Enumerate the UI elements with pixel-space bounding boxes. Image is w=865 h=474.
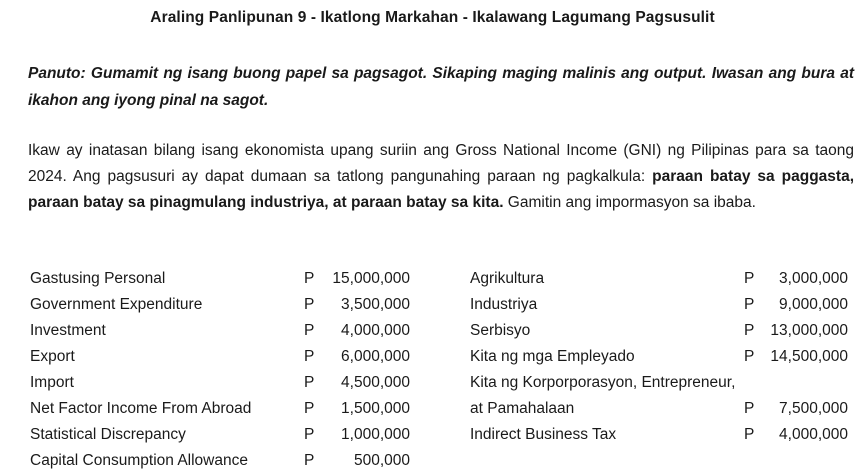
- item-label: Export: [30, 348, 75, 365]
- paragraph-text-end: Gamitin ang impormasyon sa ibaba.: [503, 194, 756, 211]
- list-item: Agrikultura P 3,000,000: [470, 266, 850, 292]
- list-item: [470, 370, 850, 396]
- paragraph-bold-text: paraan batay sa paggasta, paraan batay sa pinagmulang industriya, at paraan batay sa kita.: [28, 168, 854, 211]
- list-item: Capital Consumption Allowance P 500,000: [30, 448, 420, 474]
- item-label: Net Factor Income From Abroad: [30, 400, 252, 417]
- item-label: Indirect Business Tax: [470, 426, 617, 443]
- list-item: Import P 4,500,000: [30, 370, 420, 396]
- list-item-highlighted: at Pamahalaan P 7,500,000: [470, 396, 850, 422]
- income-items-list: [470, 266, 850, 448]
- item-label: Import: [30, 374, 74, 391]
- item-label: Serbisyo: [470, 322, 531, 339]
- list-item: Government Expenditure P 3,500,000: [30, 292, 420, 318]
- list-item: Export P 6,000,000: [30, 344, 420, 370]
- instructions: Panuto: Gumamit ng isang buong papel sa pagsagot. Sikaping maging malinis ang output. Iwasan ang bura at ikahon ang iyong pinal na sagot.: [28, 65, 854, 109]
- list-item: Net Factor Income From Abroad P 1,500,000: [30, 396, 420, 422]
- item-label: Capital Consumption Allowance: [30, 452, 248, 469]
- item-label: Agrikultura: [470, 270, 545, 287]
- expenditure-items-list: [30, 266, 420, 474]
- item-label: Industriya: [470, 296, 538, 313]
- item-label: at Pamahalaan: [470, 400, 575, 417]
- list-item: Serbisyo P 13,000,000: [470, 318, 850, 344]
- list-item: Gastusing Personal P 15,000,000: [30, 266, 420, 292]
- paragraph-text: Ikaw ay inatasan bilang isang ekonomista upang suriin ang Gross National Income (GNI) ng Pilipinas para sa taong 2024. Ang pagsusuri ay dapat dumaan sa tatlong pangunahing paraan ng pagkalkula:: [28, 142, 854, 185]
- list-item: Industriya P 9,000,000: [470, 292, 850, 318]
- item-label: Kita ng Korporporasyon, Entrepreneur,: [470, 374, 736, 391]
- problem-paragraph: [28, 138, 854, 216]
- list-item: Statistical Discrepancy P 1,000,000: [30, 422, 420, 448]
- list-item: Indirect Business Tax P 4,000,000: [470, 422, 850, 448]
- item-label: Government Expenditure: [30, 296, 203, 313]
- item-label: Gastusing Personal: [30, 270, 166, 287]
- page-title: Araling Panlipunan 9 - Ikatlong Markahan - Ikalawang Lagumang Pagsusulit: [150, 9, 715, 26]
- list-item: Investment P 4,000,000: [30, 318, 420, 344]
- item-label: Statistical Discrepancy: [30, 426, 186, 443]
- item-label: Kita ng mga Empleyado: [470, 348, 635, 365]
- item-label: Investment: [30, 322, 106, 339]
- list-item: Kita ng mga Empleyado P 14,500,000: [470, 344, 850, 370]
